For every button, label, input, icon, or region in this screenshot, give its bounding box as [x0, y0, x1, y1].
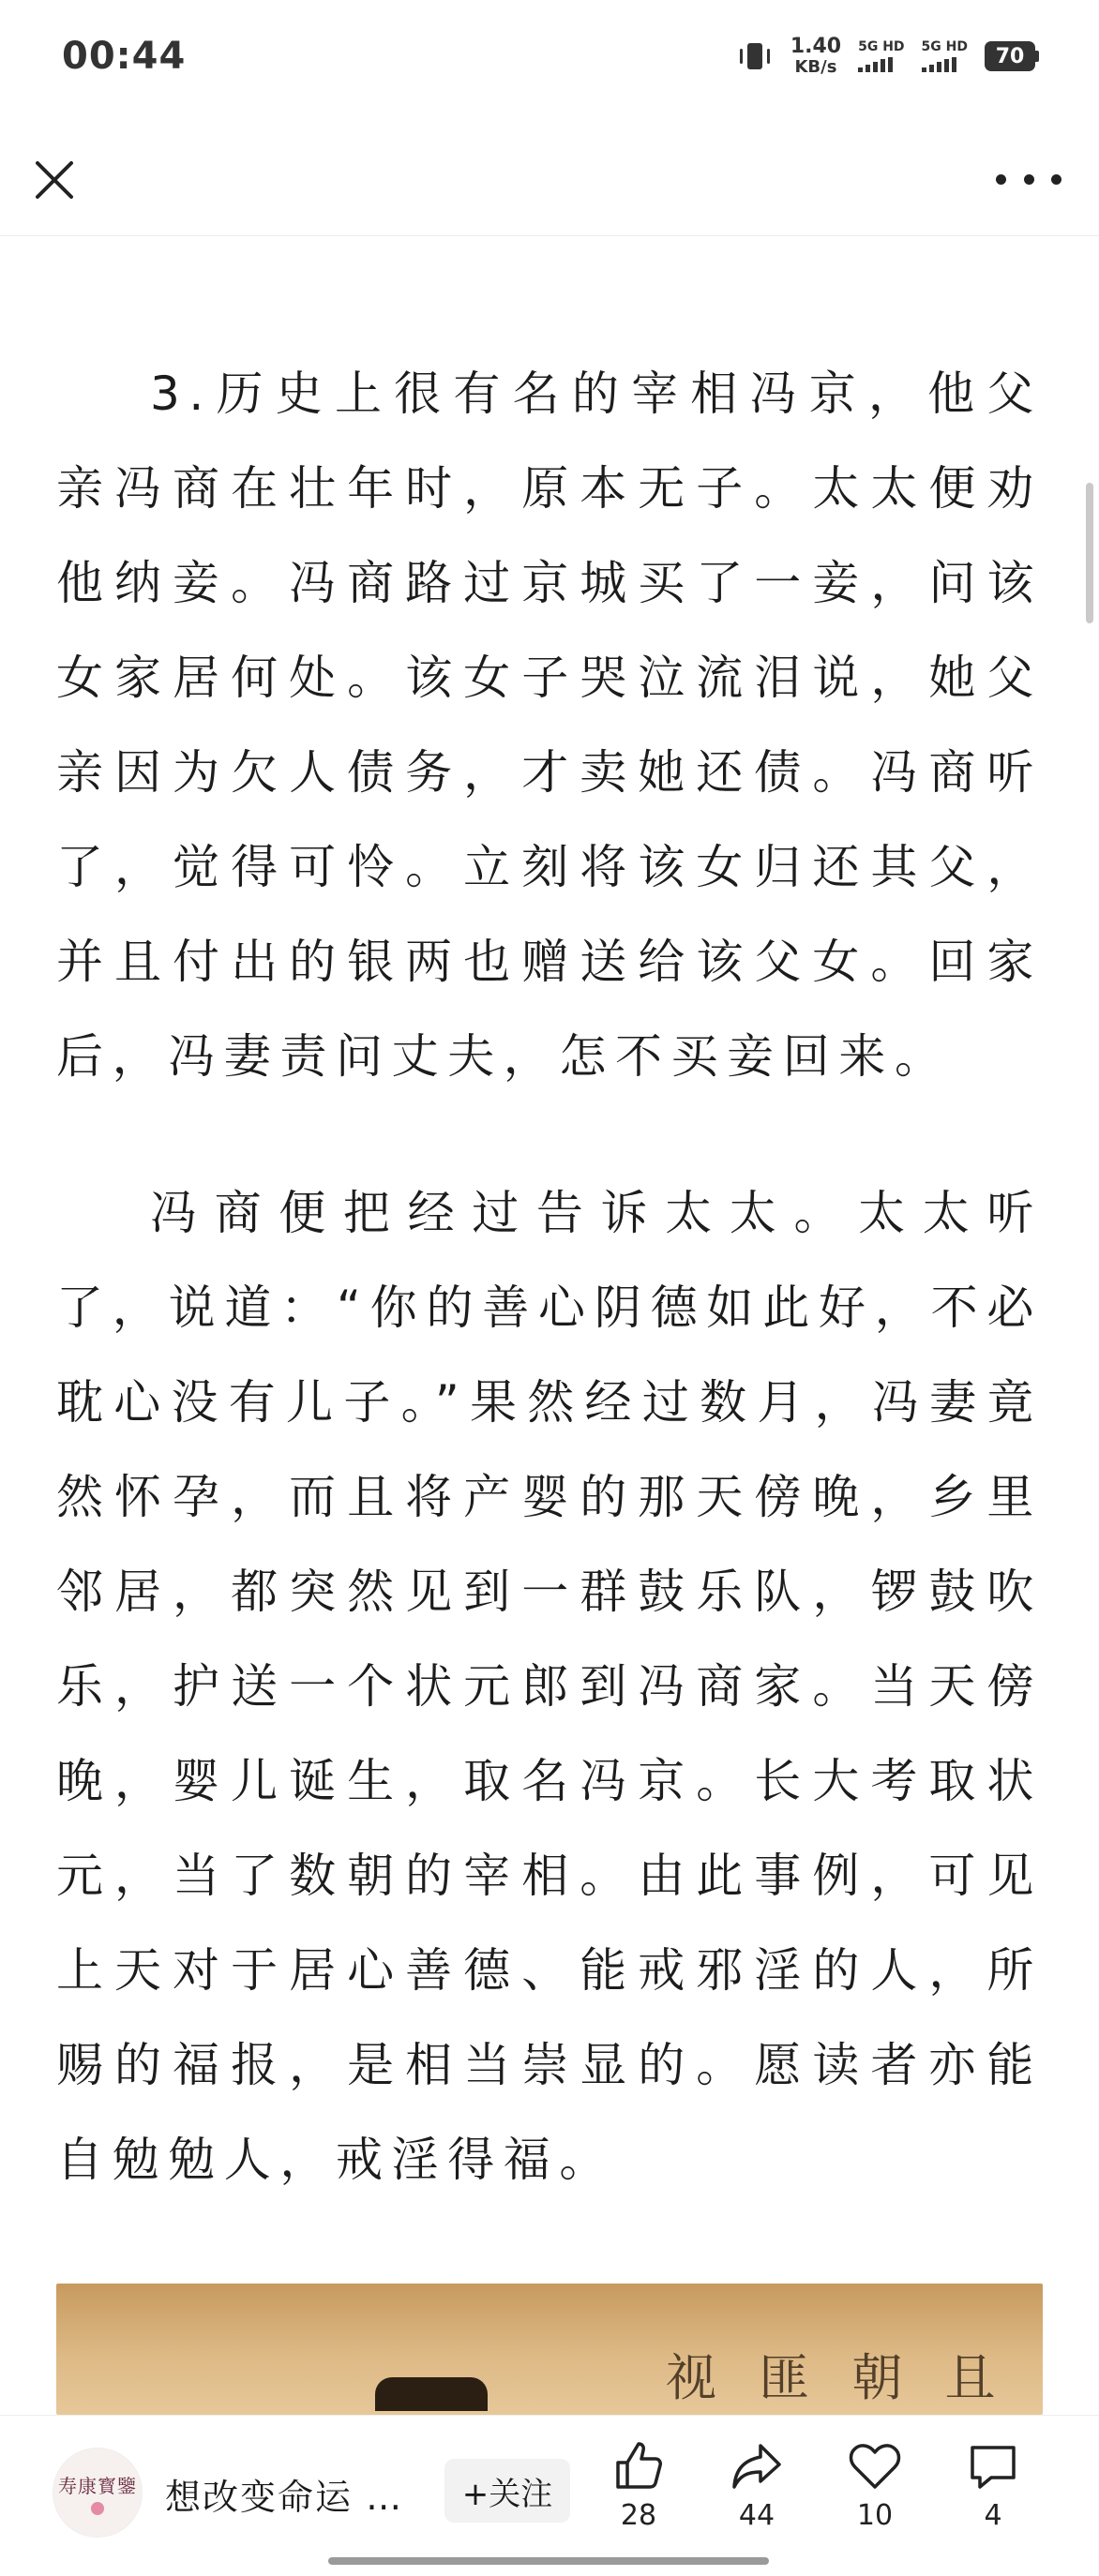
battery-icon — [985, 41, 1039, 71]
vibrate-icon — [736, 40, 774, 72]
network-speed-value: 1.40 — [790, 35, 842, 58]
status-icons — [736, 37, 1039, 76]
article-paragraph: 冯商便把经过告诉太太。太太听了，说道：“你的善心阴德如此好，不必耽心没有儿子。”果然经过数月，冯妻竟然怀孕，而且将产婴的那天傍晚，乡里邻居，都突然见到一群鼓乐队，锣鼓吹乐，护送一个状元郎到冯商家。当天傍晚，婴儿诞生，取名冯京。长大考取状元，当了数朝的宰相。由此事例，可见上天对于居心善德、能戒邪淫的人，所赐的福报，是相当崇显的。愿读者亦能自勉勉人，戒淫得福。 — [56, 1186, 1043, 2187]
close-button[interactable] — [28, 154, 81, 206]
favorite-button[interactable] — [833, 2438, 917, 2530]
network-speed — [790, 37, 841, 76]
signal-sim1 — [858, 40, 904, 72]
image-calligraphy-text: 视 匪 朝 且 — [666, 2348, 1009, 2407]
share-button[interactable] — [715, 2438, 799, 2530]
share-count: 44 — [738, 2499, 775, 2532]
avatar-logo-text: 寿康寳鑒 — [58, 2474, 137, 2497]
status-bar — [0, 0, 1099, 112]
signal-bars-icon — [922, 57, 956, 72]
home-indicator[interactable] — [328, 2557, 769, 2565]
signal-bars-icon — [858, 57, 893, 72]
article-image[interactable] — [56, 2284, 1043, 2415]
bottom-bar — [0, 2415, 1099, 2576]
share-icon — [729, 2438, 785, 2494]
more-dot-icon — [996, 174, 1006, 185]
comment-icon — [965, 2438, 1021, 2494]
comment-button[interactable] — [951, 2438, 1035, 2530]
network-speed-unit: KB/s — [794, 57, 837, 77]
comment-count: 4 — [984, 2499, 1002, 2532]
calligraphy-stroke — [375, 2377, 488, 2411]
follow-button[interactable]: +关注 — [444, 2459, 570, 2523]
status-time: 00:44 — [62, 35, 187, 78]
flower-icon — [91, 2502, 104, 2515]
article-body — [56, 347, 1043, 2208]
author-name[interactable]: 想改变命运 … — [165, 2477, 404, 2518]
signal-sim1-label: 5G HD — [858, 39, 905, 54]
close-icon — [28, 154, 81, 206]
like-button[interactable] — [596, 2438, 681, 2530]
top-bar — [0, 112, 1099, 236]
signal-sim2 — [922, 40, 968, 72]
more-dot-icon — [1051, 174, 1061, 185]
author-avatar[interactable] — [53, 2448, 143, 2538]
favorite-count: 10 — [856, 2499, 894, 2532]
thumbs-up-icon — [610, 2438, 667, 2494]
heart-icon — [847, 2438, 903, 2494]
more-dot-icon — [1024, 174, 1034, 185]
more-options-button[interactable] — [996, 165, 1061, 193]
article-paragraph: 3.历史上很有名的宰相冯京，他父亲冯商在壮年时，原本无子。太太便劝他纳妾。冯商路过京城买了一妾，问该女家居何处。该女子哭泣流泪说，她父亲因为欠人债务，才卖她还债。冯商听了，觉得可怜。立刻将该女归还其父，并且付出的银两也赠送给该父女。回家后，冯妻责问丈夫，怎不买妾回来。 — [56, 367, 1043, 1084]
signal-sim2-label: 5G HD — [921, 39, 968, 54]
like-count: 28 — [620, 2499, 657, 2532]
battery-level: 70 — [985, 41, 1035, 71]
scrollbar-thumb[interactable] — [1086, 483, 1093, 623]
